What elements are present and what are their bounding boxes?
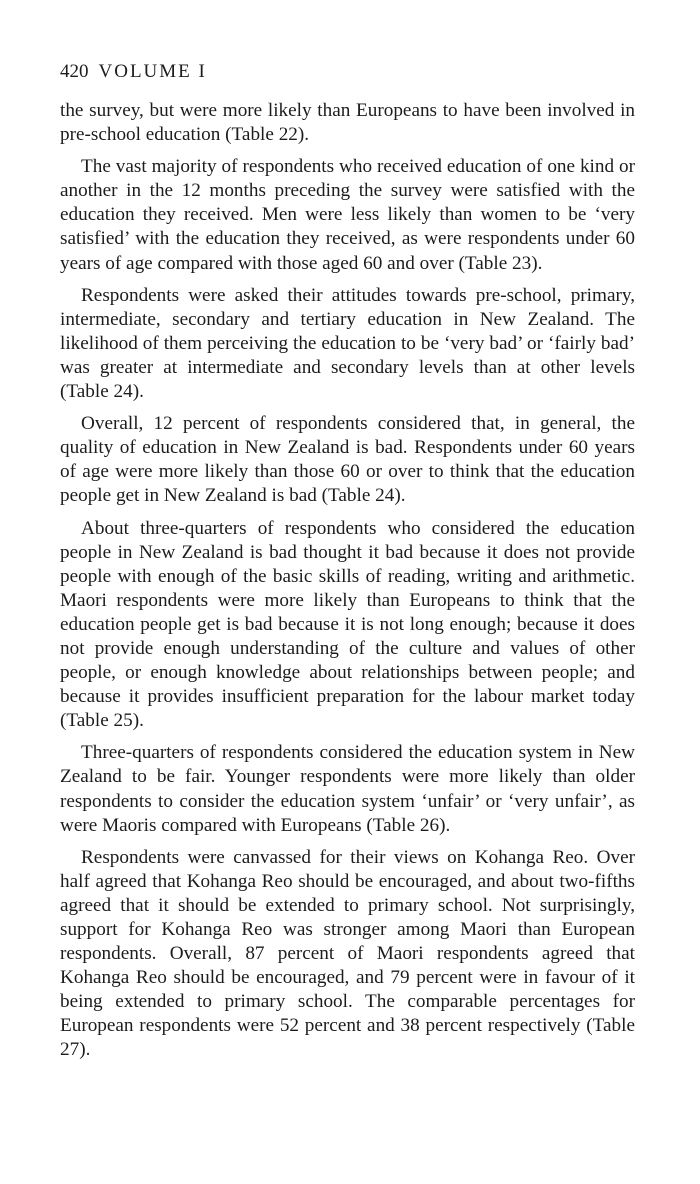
paragraph-education-attitudes: Respondents were asked their attitudes towards pre-school, primary, intermediate, secondary and tertiary education in New Zealand. The likelihood of them perceiving the education to be ‘very bad’ or ‘fairly bad’ was greater at intermediate and secondary levels than at other levels (Table 24). [60, 284, 635, 403]
page [60, 60, 635, 1071]
paragraph-kohanga-reo: Respondents were canvassed for their views on Kohanga Reo. Over half agreed that Kohanga Reo should be encouraged, and about two-fifths agreed that it should be extended to primary school. Not surprisingly, support for Kohanga Reo was stronger among Maori than European respondents. Overall, 87 percent of Maori respondents agreed that Kohanga Reo should be encouraged, and 79 percent were in favour of it being extended to primary school. The comparable percentages for European respondents were 52 percent and 38 percent respectively (Table 27). [60, 846, 635, 1061]
paragraph-reasons-bad: About three-quarters of respondents who considered the education people in New Zealand is bad thought it bad because it does not provide people with enough of the basic skills of reading, writing and arithmetic. Maori respondents were more likely than Europeans to think that the education people get is bad because it is not long enough; because it does not provide enough understanding of the culture and values of other people, or enough knowledge about relationships between people; and because it provides insufficient preparation for the labour market today (Table 25). [60, 517, 635, 732]
paragraph-continued: the survey, but were more likely than Europeans to have been involved in pre-school education (Table 22). [60, 100, 635, 146]
paragraph-education-satisfaction: The vast majority of respondents who received education of one kind or another in the 12 months preceding the survey were satisfied with the education they received. Men were less likely than women to be ‘very satisfied’ with the education they received, as were respondents under 60 years of age compared with those aged 60 and over (Table 23). [60, 156, 635, 274]
paragraph-system-fairness: Three-quarters of respondents considered the education system in New Zealand to be fair. Younger respondents were more likely than older respondents to consider the education system ‘unfair’ or ‘very unfair’, as were Maoris compared with Europeans (Table 26). [60, 742, 635, 836]
running-header [60, 60, 635, 84]
volume-label: VOLUME I [98, 61, 207, 82]
page-number: 420 [60, 61, 89, 82]
paragraph-education-quality: Overall, 12 percent of respondents considered that, in general, the quality of education in New Zealand is bad. Respondents under 60 years of age were more likely than those 60 or over to think that the education people get in New Zealand is bad (Table 24). [60, 413, 635, 507]
